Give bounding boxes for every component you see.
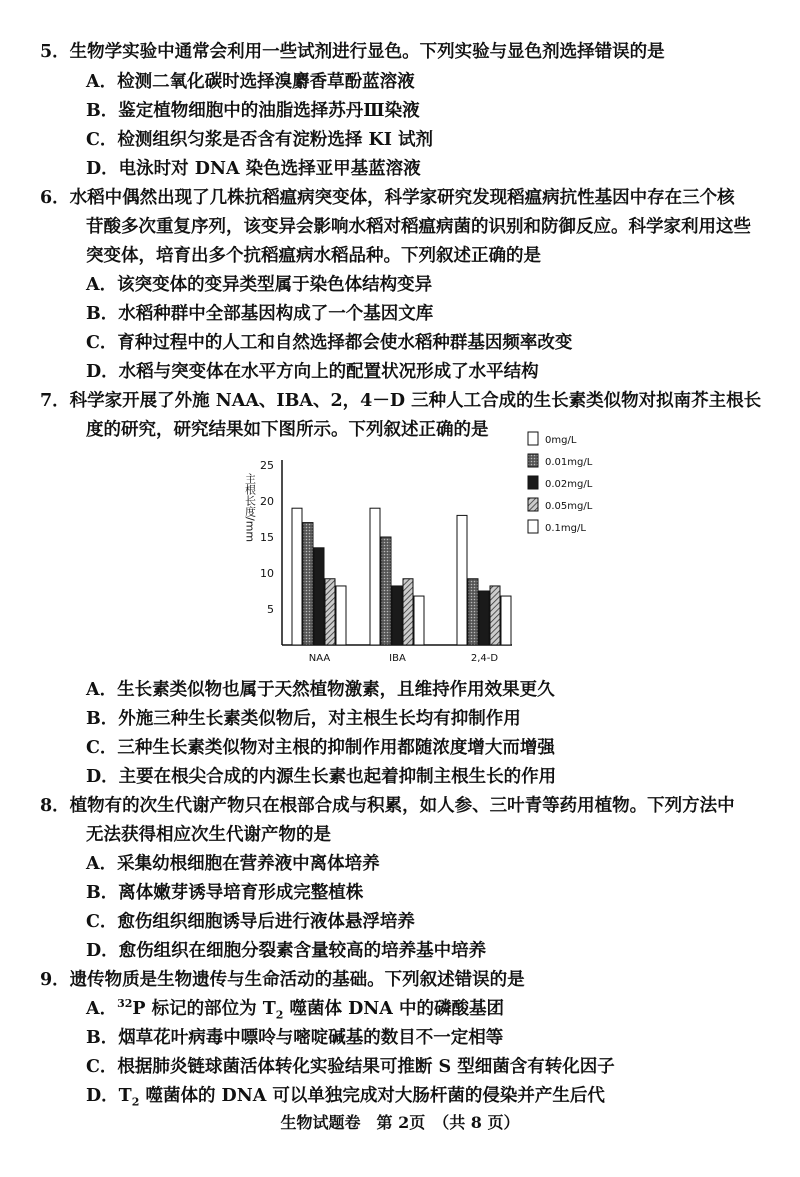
x-category-label: 2,4-D [470,653,499,664]
y-tick-label: 25 [260,459,274,472]
legend-swatch [528,498,538,511]
legend-label: 0.02mg/L [545,479,593,490]
bar [468,579,478,645]
legend-label: 0.05mg/L [545,501,593,512]
q7-option-b: B．外施三种生长素类似物后，对主根生长均有抑制作用 [86,709,521,729]
q7-stem-line-2: 度的研究，研究结果如下图所示。下列叙述正确的是 [86,420,489,440]
q6-stem-line-1: 6．水稻中偶然出现了几株抗稻瘟病突变体，科学家研究发现稻瘟病抗性基因中存在三个核 [40,188,735,208]
q8-option-c: C．愈伤组织细胞诱导后进行液体悬浮培养 [86,912,415,932]
q8-option-b: B．离体嫩芽诱导培育形成完整植株 [86,883,364,903]
legend-label: 0.1mg/L [545,523,586,534]
q9-option-b: B．烟草花叶病毒中嘌呤与嘧啶碱基的数目不一定相等 [86,1028,504,1048]
q6-option-c: C．育种过程中的人工和自然选择都会使水稻种群基因频率改变 [86,333,573,353]
chart-y-axis-label: 主根长度/mm [243,473,257,543]
q6-option-a: A．该突变体的变异类型属于染色体结构变异 [86,275,433,295]
y-tick-label: 15 [260,531,274,544]
y-tick-label: 5 [267,603,274,616]
bar [381,537,391,645]
bar [370,508,380,645]
q7-option-a: A．生长素类似物也属于天然植物激素，且维持作用效果更久 [86,680,555,700]
bar [490,586,500,645]
q5-option-a: A．检测二氧化碳时选择溴麝香草酚蓝溶液 [86,72,415,92]
bar [392,586,402,645]
q7-stem-line-1: 7．科学家开展了外施 NAA、IBA、2，4－D 三种人工合成的生长素类似物对拟南芥主根长 [40,391,762,411]
q5-option-d: D．电泳时对 DNA 染色选择亚甲基蓝溶液 [86,159,421,179]
page-footer: 生物试题卷 第 2页 （共 8 页） [280,1113,520,1132]
q8-stem-line-1: 8．植物有的次生代谢产物只在根部合成与积累，如人参、三叶青等药用植物。下列方法中 [40,796,735,816]
bar [314,548,324,645]
legend-swatch [528,476,538,489]
q8-option-a: A．采集幼根细胞在营养液中离体培养 [86,854,380,874]
q7-option-d: D．主要在根尖合成的内源生长素也起着抑制主根生长的作用 [86,767,557,787]
q6-stem-line-2: 苷酸多次重复序列，该变异会影响水稻对稻瘟病菌的识别和防御反应。科学家利用这些 [86,217,751,237]
bar [414,596,424,645]
x-category-label: IBA [389,653,406,664]
bar [325,579,335,645]
q8-option-d: D．愈伤组织在细胞分裂素含量较高的培养基中培养 [86,941,487,961]
legend-label: 0mg/L [545,435,577,446]
q6-option-d: D．水稻与突变体在水平方向上的配置状况形成了水平结构 [86,362,539,382]
legend-swatch [528,520,538,533]
y-tick-label: 20 [260,495,274,508]
bar [457,515,467,645]
q6-option-b: B．水稻种群中全部基因构成了一个基因文库 [86,304,434,324]
x-category-label: NAA [308,653,331,664]
q5-option-c: C．检测组织匀浆是否含有淀粉选择 KI 试剂 [86,130,434,150]
bar [303,523,313,645]
q5-stem: 5．生物学实验中通常会利用一些试剂进行显色。下列实验与显色剂选择错误的是 [40,42,665,62]
root-length-bar-chart [230,430,610,670]
q9-option-d: D．$T_2$ 噬菌体的 DNA 可以单独完成对大肠杆菌的侵染并产生后代 [86,1086,605,1109]
q8-stem-line-2: 无法获得相应次生代谢产物的是 [86,825,331,845]
bar [336,586,346,645]
y-tick-label: 10 [260,567,274,580]
legend-swatch [528,454,538,467]
q9-stem: 9．遗传物质是生物遗传与生命活动的基础。下列叙述错误的是 [40,970,525,990]
q6-stem-line-3: 突变体，培育出多个抗稻瘟病水稻品种。下列叙述正确的是 [86,246,541,266]
legend-label: 0.01mg/L [545,457,593,468]
q9-option-a: A．$^{32}$P 标记的部位为 $T_2$ 噬菌体 DNA 中的磷酸基团 [86,997,504,1022]
q9-option-c: C．根据肺炎链球菌活体转化实验结果可推断 S 型细菌含有转化因子 [86,1057,615,1077]
bar [501,596,511,645]
q7-option-c: C．三种生长素类似物对主根的抑制作用都随浓度增大而增强 [86,738,555,758]
bar [292,508,302,645]
bar [479,591,489,645]
bar [403,579,413,645]
legend-swatch [528,432,538,445]
q5-option-b: B．鉴定植物细胞中的油脂选择苏丹Ⅲ染液 [86,101,420,121]
